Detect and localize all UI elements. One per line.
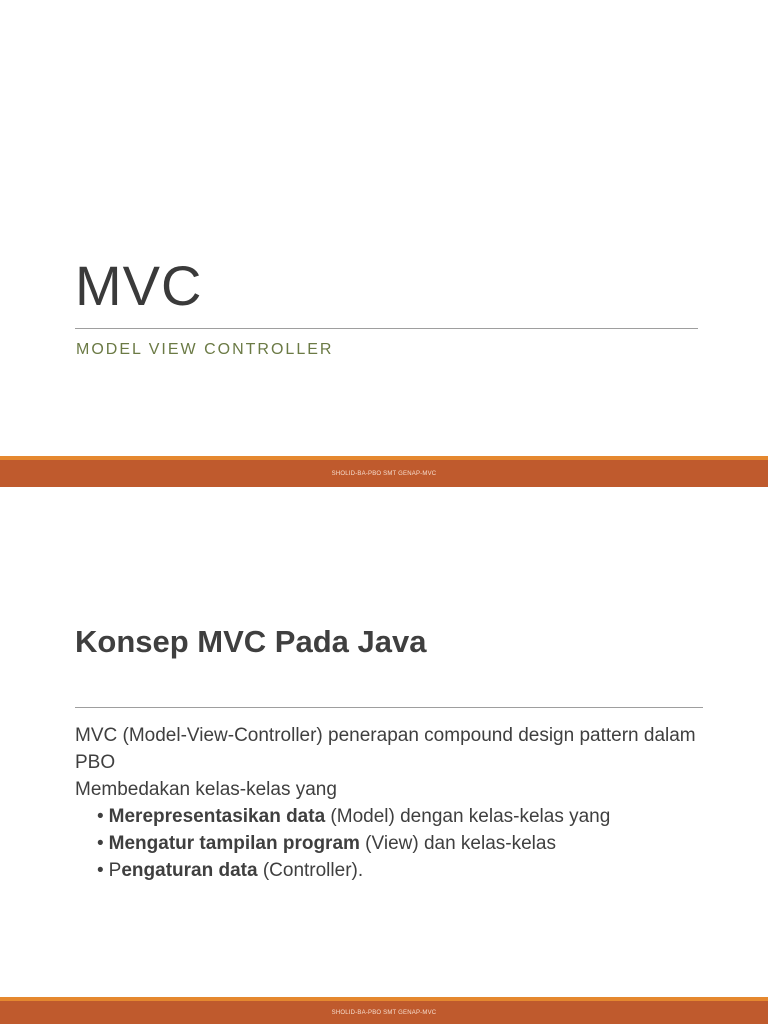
bold-term: Merepresentasikan data <box>108 806 326 827</box>
slide-footer-band <box>0 997 768 1024</box>
bullet-icon: • <box>97 806 104 827</box>
title-divider <box>75 328 698 329</box>
bold-term: Mengatur tampilan program <box>108 833 360 854</box>
slide-subtitle: MODEL VIEW CONTROLLER <box>76 341 334 358</box>
footer-text: SHOLID-BA-PBO SMT GENAP-MVC <box>331 470 437 477</box>
slide-footer-band <box>0 456 768 487</box>
slide-body <box>75 722 715 884</box>
heading-divider <box>75 707 703 708</box>
item-text: (View) dan kelas-kelas <box>359 833 556 854</box>
footer-text: SHOLID-BA-PBO SMT GENAP-MVC <box>331 1009 437 1016</box>
slide-heading: Konsep MVC Pada Java <box>75 624 427 659</box>
slide-title: MVC <box>75 254 203 317</box>
bullet-icon: • <box>97 833 104 854</box>
list-item <box>97 803 715 830</box>
list-item <box>97 857 715 884</box>
item-prefix: P <box>108 860 122 881</box>
body-paragraph: MVC (Model-View-Controller) penerapan compound design pattern dalam PBO <box>75 725 696 773</box>
bullet-list <box>75 803 715 884</box>
item-text: (Model) dengan kelas-kelas yang <box>325 806 611 827</box>
bullet-icon: • <box>97 860 104 881</box>
bold-term: engaturan data <box>121 860 258 881</box>
item-text: (Controller). <box>257 860 364 881</box>
body-paragraph: Membedakan kelas-kelas yang <box>75 779 337 800</box>
list-item <box>97 830 715 857</box>
